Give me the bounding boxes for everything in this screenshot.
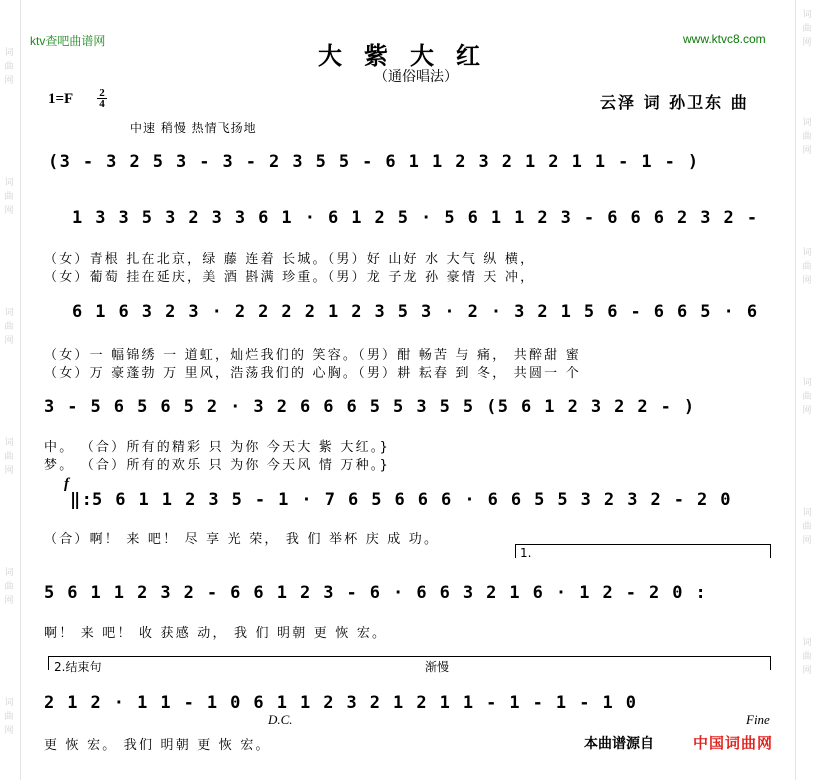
notation-row-4: 3 - 5 6 5 6 5 2 · 3 2 6 6 6 5 5 3 5 5 (5 6 1 2 3 2 2 - ) [44,397,696,417]
watermark-right [800,0,814,780]
watermark-char: 词 [802,248,812,258]
watermark-char: 网 [4,76,14,86]
watermark-char: 曲 [802,652,812,662]
watermark-char: 词 [4,178,14,188]
watermark-char: 曲 [802,132,812,142]
dynamic-forte: f [64,476,69,492]
volta-2-line [48,656,770,657]
volta-2-tick [48,656,49,670]
lyric-row-4a: 中。 （合）所有的精彩 只 为你 今天大 紫 大红。} [44,440,390,455]
site-name-left: ktv查吧曲谱网 [30,34,106,48]
watermark-char: 词 [4,308,14,318]
watermark-char: 网 [4,336,14,346]
watermark-left [2,0,16,780]
notation-row-1: (3 - 3 2 5 3 - 3 - 2 3 5 5 - 6 1 1 2 3 2 1 2 1 1 - 1 - ) [48,152,700,172]
volta-1-label: 1. [520,546,532,560]
song-title: 大紫大红 [318,41,502,70]
watermark-char: 网 [4,726,14,736]
watermark-char: 词 [4,698,14,708]
lyric-row-6: 啊！ 来 吧！ 收 获感 动， 我 们 明朝 更 恢 宏。 [44,626,388,641]
lyric-row-5: （合）啊！ 来 吧！ 尽 享 光 荣， 我 们 举杯 庆 成 功。 [44,532,440,547]
watermark-char: 词 [802,10,812,20]
volta-1-line [515,544,770,545]
composer-credit: 云泽 词 孙卫东 曲 [600,93,749,112]
lyric-row-2b: （女）葡萄 挂在延庆，美 酒 斟满 珍重。（男）龙 子龙 孙 豪情 天 冲， [44,270,536,285]
margin-line-right [795,0,796,780]
notation-row-7: 2 1 2 · 1 1 - 1 0 6 1 1 2 3 2 1 2 1 1 - 1 - 1 - 1 0 [44,693,638,713]
watermark-char: 网 [802,276,812,286]
watermark-char: 网 [802,666,812,676]
watermark-char: 网 [802,146,812,156]
watermark-char: 网 [4,466,14,476]
watermark-char: 曲 [802,24,812,34]
watermark-char: 词 [802,118,812,128]
notation-row-2: 1 3 3 5 3 2 3 3 6 1 · 6 1 2 5 · 5 6 1 1 2 3 - 6 6 6 2 3 2 - [72,208,759,228]
watermark-char: 曲 [802,262,812,272]
watermark-char: 词 [4,48,14,58]
watermark-char: 曲 [4,192,14,202]
volta-2-label: 2.结束句 [54,660,102,674]
watermark-char: 曲 [802,522,812,532]
watermark-char: 曲 [802,392,812,402]
repeat-start: ‖: [70,490,94,510]
lyric-row-4b: 梦。 （合）所有的欢乐 只 为你 今天风 情 万种。} [44,458,390,473]
watermark-char: 曲 [4,712,14,722]
watermark-char: 网 [802,536,812,546]
watermark-char: 网 [4,206,14,216]
time-signature [96,88,108,109]
watermark-char: 词 [802,378,812,388]
tempo-marking: 中速 稍慢 热情飞扬地 [130,121,257,135]
source-site: 中国词曲网 [693,734,774,752]
volta-1-tick [515,544,516,558]
site-url-right: www.ktvc8.com [683,32,766,46]
key-signature: 1=F [48,91,74,107]
margin-line-left [20,0,21,780]
watermark-char: 词 [4,438,14,448]
lyric-row-2a: （女）青根 扎在北京，绿 藤 连着 长城。（男）好 山好 水 大气 纵 横， [44,252,536,267]
time-signature-bottom: 4 [99,98,105,110]
watermark-char: 网 [802,38,812,48]
lyric-row-3b: （女）万 豪蓬勃 万 里风，浩荡我们的 心胸。（男）耕 耘春 到 冬， 共圆一 个 [44,366,581,381]
lyric-row-3a: （女）一 幅锦绣 一 道虹，灿烂我们的 笑容。（男）酣 畅苦 与 痛， 共醉甜 蜜 [44,348,581,363]
watermark-char: 曲 [4,322,14,332]
time-signature-top: 2 [99,87,105,99]
watermark-char: 网 [4,596,14,606]
volta-1-tick-end [770,544,771,558]
notation-row-6: 5 6 1 1 2 3 2 - 6 6 1 2 3 - 6 · 6 6 3 2 1 6 · 1 2 - 2 0 : [44,583,708,603]
watermark-char: 曲 [4,452,14,462]
lyric-row-7: 更 恢 宏。 我们 明朝 更 恢 宏。 [44,738,271,753]
notation-row-5: 5 6 1 1 2 3 5 - 1 · 7 6 5 6 6 6 · 6 6 5 5 3 2 3 2 - 2 0 [92,490,732,510]
notation-row-3: 6 1 6 3 2 3 · 2 2 2 2 1 2 3 5 3 · 2 · 3 2 1 5 6 - 6 6 5 · 6 [72,302,759,322]
fine-marking: Fine [746,712,770,727]
watermark-char: 曲 [4,582,14,592]
watermark-char: 词 [802,508,812,518]
watermark-char: 词 [4,568,14,578]
source-label: 本曲谱源自 [584,736,654,752]
watermark-char: 网 [802,406,812,416]
da-capo-marking: D.C. [268,712,293,727]
song-subtitle: （通俗唱法） [374,69,458,85]
watermark-char: 词 [802,638,812,648]
volta-2-tick-end [770,656,771,670]
watermark-char: 曲 [4,62,14,72]
tempo-change-marking: 渐慢 [425,660,450,674]
